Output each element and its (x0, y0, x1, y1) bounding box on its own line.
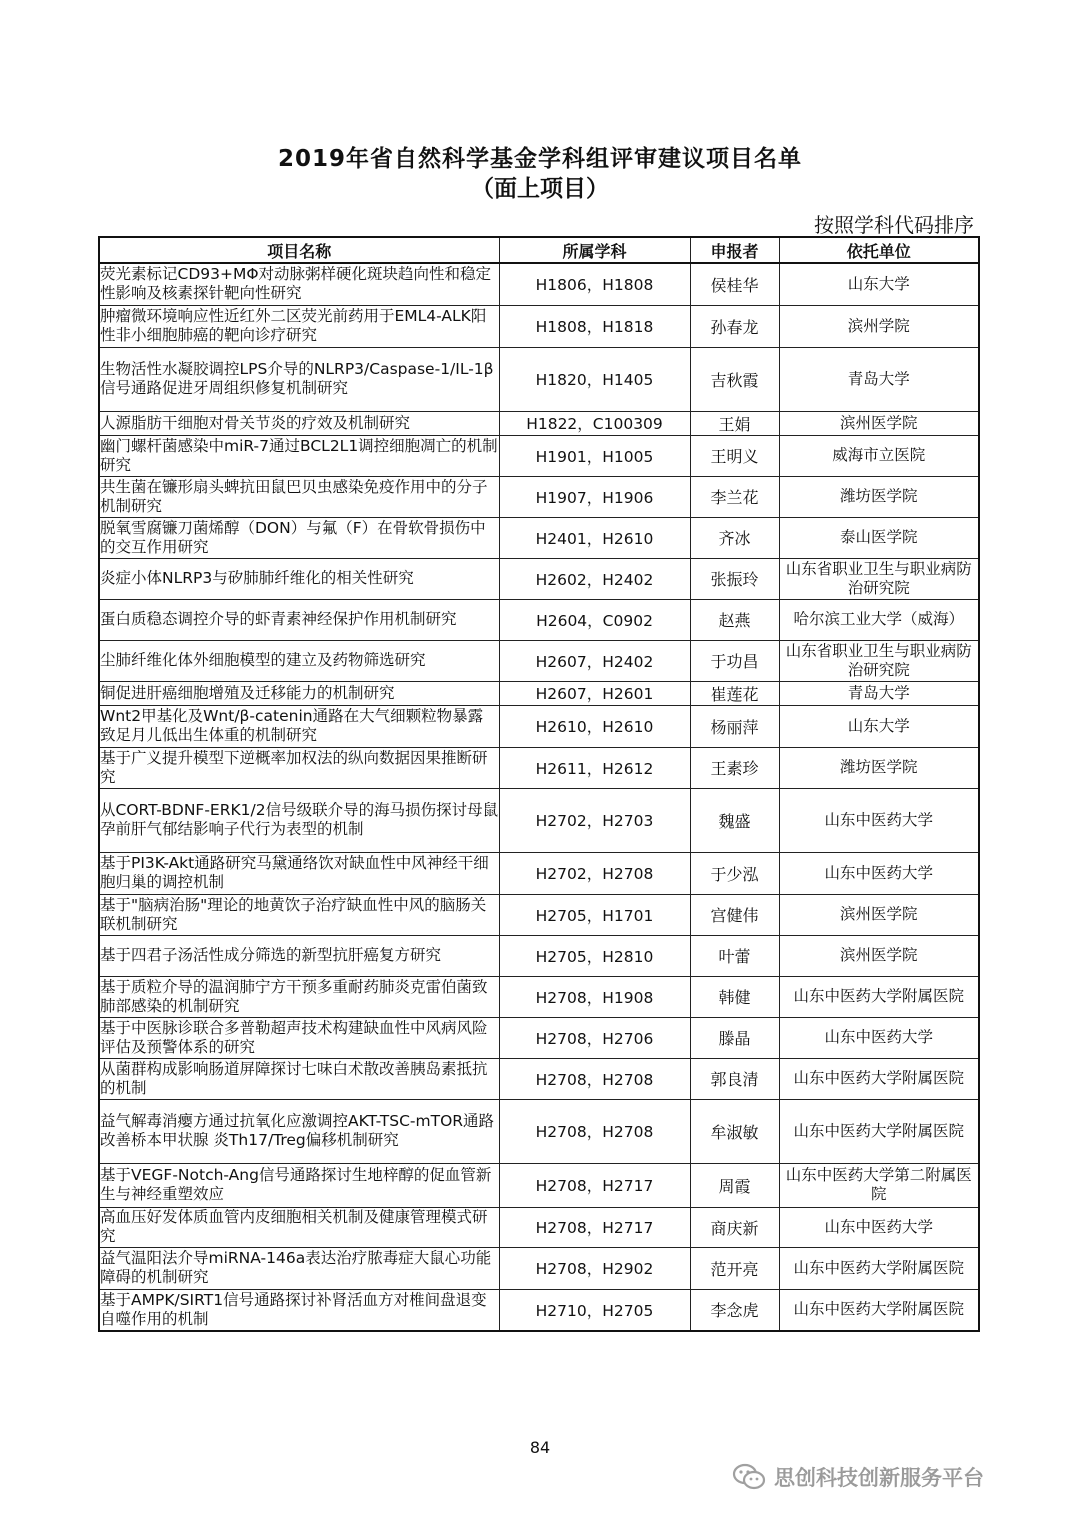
project-name-cell: 生物活性水凝胶调控LPS介导的NLRP3/Caspase-1/IL-1β信号通路促进牙周组织修复机制研究 (100, 360, 494, 397)
institution-cell: 山东中医药大学 (824, 810, 933, 829)
applicant-cell: 叶蕾 (718, 947, 751, 966)
table-row (99, 1017, 979, 1058)
subject-code-cell: H1822，C100309 (526, 415, 663, 433)
institution-cell: 山东中医药大学第二附属医院 (785, 1166, 972, 1203)
project-name-cell: 人源脂肪干细胞对骨关节炎的疗效及机制研究 (100, 413, 411, 432)
table-row (99, 1099, 979, 1163)
institution-cell: 哈尔滨工业大学（威海） (793, 610, 964, 628)
project-name-cell: 益气温阳法介导miRNA-146a表达治疗脓毒症大鼠心功能障碍的机制研究 (100, 1249, 492, 1286)
institution-cell: 青岛大学 (847, 369, 910, 388)
project-name-cell: 荧光素标记CD93+MΦ对动脉粥样硬化斑块趋向性和稳定性影响及核素探针靶向性研究 (100, 265, 492, 303)
table-row (99, 705, 979, 747)
table-row (99, 476, 979, 517)
applicant-cell: 张振玲 (710, 570, 759, 589)
project-name-cell: 幽门螺杆菌感染中miR-7通过BCL2L1调控细胞凋亡的机制研究 (100, 436, 498, 474)
applicant-cell: 于少泓 (710, 864, 759, 884)
project-name-cell: 蛋白质稳态调控介导的虾青素神经保护作用机制研究 (100, 610, 457, 628)
project-name-cell: 基于VEGF-Notch-Ang信号通路探讨生地梓醇的促血管新生与神经重塑效应 (100, 1166, 492, 1203)
applicant-cell: 滕晶 (718, 1029, 751, 1048)
table-row (99, 305, 979, 347)
subject-code-cell: H2710，H2705 (535, 1301, 654, 1320)
project-name-cell: 炎症小体NLRP3与矽肺肺纤维化的相关性研究 (100, 569, 414, 587)
institution-cell: 滨州医学院 (839, 905, 918, 923)
subject-code-cell: H2611，H2612 (535, 759, 654, 778)
subject-code-cell: H2708，H2708 (535, 1123, 654, 1141)
subject-code-cell: H1901，H1005 (535, 447, 654, 466)
subject-code-cell: H2610，H2610 (535, 718, 654, 736)
applicant-cell: 王娟 (718, 414, 751, 434)
subject-code-cell: H2607，H2402 (535, 652, 654, 671)
project-name-cell: 尘肺纤维化体外细胞模型的建立及药物筛选研究 (100, 651, 426, 669)
table-body (99, 263, 979, 1331)
subject-code-cell: H2401，H2610 (535, 529, 654, 548)
table-row (99, 347, 979, 411)
project-name-cell: 高血压好发体质血管内皮细胞相关机制及健康管理模式研究 (100, 1208, 488, 1245)
header-subject: 所属学科 (499, 237, 690, 263)
subject-code-cell: H2708，H2902 (535, 1260, 654, 1278)
institution-cell: 山东中医药大学 (824, 1028, 933, 1046)
subject-code-cell: H2607，H2601 (535, 685, 654, 703)
project-name-cell: 基于PI3K-Akt通路研究马黛通络饮对缺血性中风神经干细胞归巢的调控机制 (100, 854, 489, 891)
project-name-cell: 基于四君子汤活性成分筛选的新型抗肝癌复方研究 (100, 946, 442, 964)
page-number: 84 (529, 1438, 551, 1457)
project-table (98, 236, 980, 1332)
header-unit: 依托单位 (779, 237, 979, 263)
applicant-cell: 王明义 (710, 447, 759, 466)
applicant-cell: 牟淑敏 (710, 1122, 759, 1142)
project-name-cell: 从CORT-BDNF-ERK1/2信号级联介导的海马损伤探讨母鼠孕前肝气郁结影响子代行为表型的机制 (100, 801, 499, 838)
institution-cell: 山东省职业卫生与职业病防治研究院 (785, 641, 972, 679)
table-row (99, 1207, 979, 1247)
applicant-cell: 李念虎 (710, 1301, 759, 1321)
sort-note: 按照学科代码排序 (814, 213, 974, 237)
watermark (732, 1462, 984, 1492)
applicant-cell: 宫健伟 (710, 906, 759, 925)
subject-code-cell: H1806，H1808 (535, 276, 654, 295)
subject-code-cell: H1808，H1818 (535, 318, 654, 336)
subject-code-cell: H2708，H2717 (535, 1219, 654, 1237)
watermark-text: 思创科技创新服务平台 (774, 1466, 984, 1490)
applicant-cell: 周霞 (718, 1176, 751, 1196)
institution-cell: 山东中医药大学附属医院 (793, 1069, 964, 1087)
header-applicant: 申报者 (690, 237, 779, 263)
applicant-cell: 商庆新 (710, 1218, 759, 1238)
institution-cell: 滨州学院 (847, 316, 910, 335)
table-row (99, 640, 979, 681)
project-name-cell: 基于质粒介导的温润肺宁方干预多重耐药肺炎克雷伯菌致肺部感染的机制研究 (100, 977, 488, 1015)
applicant-cell: 孙春龙 (710, 317, 759, 337)
institution-cell: 滨州医学院 (839, 413, 918, 432)
project-name-cell: 基于AMPK/SIRT1信号通路探讨补肾活血方对椎间盘退变自噬作用的机制 (100, 1290, 487, 1328)
applicant-cell: 侯桂华 (710, 275, 759, 295)
table-row (99, 263, 979, 305)
subject-code-cell: H2702，H2708 (535, 865, 654, 883)
table-row (99, 788, 979, 852)
table-row (99, 1163, 979, 1207)
table-row (99, 894, 979, 935)
subject-code-cell: H2604，C0902 (536, 611, 653, 630)
institution-cell: 山东中医药大学附属医院 (793, 1121, 964, 1140)
applicant-cell: 于功昌 (710, 652, 759, 671)
institution-cell: 滨州医学院 (839, 946, 918, 964)
table-header-row (99, 237, 979, 263)
subject-code-cell: H2708，H1908 (535, 988, 654, 1007)
institution-cell: 山东中医药大学附属医院 (793, 987, 964, 1005)
subject-code-cell: H2705，H1701 (535, 906, 654, 925)
subject-code-cell: H2702，H2703 (535, 812, 654, 830)
project-name-cell: Wnt2甲基化及Wnt/β-catenin通路在大气细颗粒物暴露致足月儿低出生体重的机制研究 (100, 707, 484, 744)
table-row (99, 681, 979, 705)
table-row (99, 747, 979, 788)
institution-cell: 威海市立医院 (832, 446, 926, 464)
applicant-cell: 杨丽萍 (710, 717, 759, 737)
applicant-cell: 范开亮 (710, 1259, 759, 1279)
table-row (99, 1247, 979, 1289)
project-name-cell: 脱氧雪腐镰刀菌烯醇（DON）与氟（F）在骨软骨损伤中的交互作用研究 (100, 518, 486, 556)
table-row (99, 558, 979, 599)
table-row (99, 435, 979, 476)
project-name-cell: 从菌群构成影响肠道屏障探讨七味白术散改善胰岛素抵抗的机制 (100, 1059, 488, 1097)
document-title: 2019年省自然科学基金学科组评审建议项目名单 (277, 146, 802, 172)
project-name-cell: 基于广义提升模型下逆概率加权法的纵向数据因果推断研究 (100, 748, 488, 786)
header-project-name: 项目名称 (99, 237, 499, 263)
document-subtitle: （面上项目） (471, 176, 609, 202)
institution-cell: 青岛大学 (847, 683, 910, 702)
institution-cell: 潍坊医学院 (839, 758, 918, 776)
institution-cell: 山东中医药大学 (824, 863, 933, 882)
subject-code-cell: H2708，H2706 (535, 1029, 654, 1048)
institution-cell: 山东中医药大学附属医院 (793, 1258, 964, 1277)
project-name-cell: 共生菌在镰形扇头蜱抗田鼠巴贝虫感染免疫作用中的分子机制研究 (100, 477, 488, 515)
applicant-cell: 崔莲花 (710, 684, 759, 704)
institution-cell: 山东中医药大学 (824, 1217, 933, 1236)
institution-cell: 山东大学 (847, 274, 910, 293)
applicant-cell: 郭良清 (710, 1070, 759, 1089)
table-row (99, 517, 979, 558)
table-row (99, 976, 979, 1017)
applicant-cell: 韩健 (718, 988, 751, 1007)
applicant-cell: 齐冰 (718, 529, 751, 548)
subject-code-cell: H2602，H2402 (535, 570, 654, 589)
applicant-cell: 吉秋霞 (710, 370, 759, 390)
project-name-cell: 肿瘤微环境响应性近红外二区荧光前药用于EML4-ALK阳性非小细胞肺癌的靶向诊疗研究 (100, 307, 487, 344)
project-name-cell: 基于"脑病治肠"理论的地黄饮子治疗缺血性中风的脑肠关联机制研究 (100, 895, 487, 933)
project-name-cell: 益气解毒消瘿方通过抗氧化应激调控AKT-TSC-mTOR通路改善桥本甲状腺 炎Th17/Treg偏移机制研究 (100, 1112, 495, 1149)
wechat-icon (732, 1463, 766, 1491)
applicant-cell: 魏盛 (718, 811, 751, 831)
table-row (99, 935, 979, 976)
institution-cell: 潍坊医学院 (839, 487, 918, 505)
table-row (99, 411, 979, 435)
subject-code-cell: H2708，H2717 (535, 1177, 654, 1195)
institution-cell: 泰山医学院 (839, 528, 918, 546)
table-row (99, 599, 979, 640)
subject-code-cell: H2708，H2708 (535, 1070, 654, 1089)
table-row (99, 852, 979, 894)
applicant-cell: 王素珍 (710, 759, 759, 778)
institution-cell: 山东中医药大学附属医院 (793, 1300, 964, 1319)
table-row (99, 1289, 979, 1331)
institution-cell: 山东大学 (847, 716, 910, 735)
subject-code-cell: H1907，H1906 (535, 488, 654, 507)
project-name-cell: 基于中医脉诊联合多普勒超声技术构建缺血性中风病风险评估及预警体系的研究 (100, 1018, 488, 1056)
applicant-cell: 李兰花 (710, 488, 759, 507)
institution-cell: 山东省职业卫生与职业病防治研究院 (785, 559, 972, 597)
applicant-cell: 赵燕 (718, 611, 751, 630)
subject-code-cell: H1820，H1405 (535, 371, 654, 389)
table-row (99, 1058, 979, 1099)
subject-code-cell: H2705，H2810 (535, 947, 654, 966)
project-name-cell: 铜促进肝癌细胞增殖及迁移能力的机制研究 (100, 683, 395, 702)
